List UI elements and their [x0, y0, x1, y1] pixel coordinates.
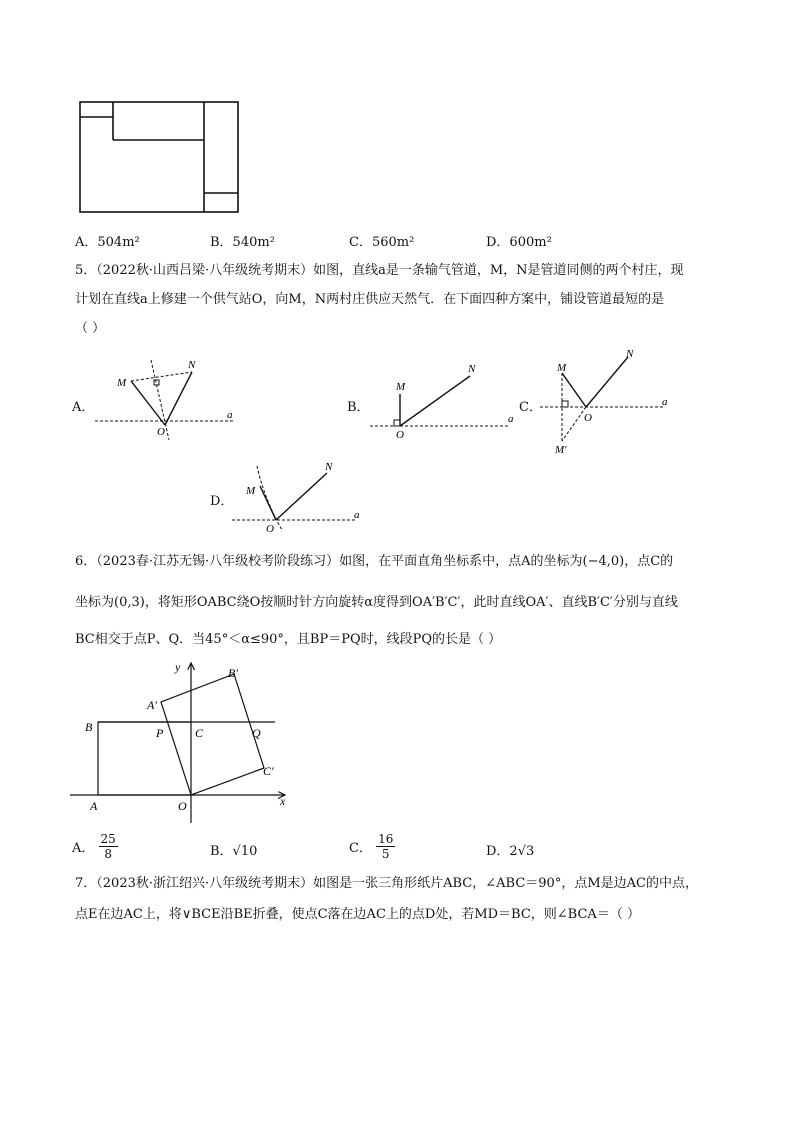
q5-option-b[interactable]: B． [347, 400, 370, 415]
q4-option-d[interactable]: D．600m² [486, 235, 552, 250]
q5-figure-c [540, 345, 680, 460]
q4-option-b[interactable]: B．540m² [210, 235, 275, 250]
label-y: y [175, 660, 181, 674]
fraction [376, 832, 395, 861]
label-q: Q [252, 726, 261, 740]
q5-figure-b [370, 358, 520, 443]
q6-option-c[interactable] [349, 832, 395, 861]
q6-text-line: 6．（2023春·江苏无锡·八年级校考阶段练习）如图，在平面直角坐标系中，点A的坐标为(−4,0)，点C的 [75, 554, 674, 569]
denominator: 5 [381, 847, 390, 861]
q5-figure-d [232, 458, 372, 536]
label-c-prime: C′ [263, 764, 274, 778]
label-m: M [396, 381, 406, 393]
q7-text-line: 7．（2023秋·浙江绍兴·八年级统考期末）如图是一张三角形纸片ABC，∠ABC＝90°，点M是边AC的中点， [75, 876, 698, 891]
label-n: N [188, 359, 196, 371]
label-a: a [227, 409, 233, 421]
q6-option-a[interactable] [72, 832, 118, 861]
label-n: N [626, 348, 634, 360]
denominator: 8 [104, 847, 112, 861]
option-letter: A． [72, 841, 95, 856]
q5-text-line: 计划在直线a上修建一个供气站O，向M，N两村庄供应天然气．在下面四种方案中，铺设管道最短的是 [75, 292, 665, 307]
label-o: O [266, 523, 274, 535]
label-n: N [468, 363, 476, 375]
label-a: a [354, 509, 360, 521]
label-b-prime: B′ [228, 666, 238, 680]
q7-text-line: 点E在边AC上，将∨BCE沿BE折叠，使点C落在边AC上的点D处，若MD＝BC，则∠BCA＝（ ） [75, 907, 640, 922]
label-p: P [156, 726, 164, 740]
q6-option-b[interactable]: B．√10 [210, 844, 258, 859]
label-m: M [117, 377, 127, 389]
q6-text-line: 坐标为(0,3)，将矩形OABC绕O按顺时针方向旋转α度得到OA′B′C′，此时直线OA′、直线B′C′分别与直线 [75, 595, 678, 610]
numerator: 16 [378, 832, 394, 846]
q5-figure-a [95, 350, 245, 440]
label-m: M [246, 485, 256, 497]
q4-rectangle-figure [78, 100, 242, 216]
option-letter: C． [349, 841, 372, 856]
q5-option-c[interactable]: C． [519, 400, 542, 415]
q4-option-a[interactable]: A．504m² [75, 235, 140, 250]
fraction [99, 832, 118, 861]
label-c: C [195, 726, 204, 740]
q5-option-d[interactable]: D． [210, 494, 234, 509]
label-o: O [584, 412, 592, 424]
q6-option-d[interactable]: D．2√3 [486, 844, 535, 859]
label-m-prime: M′ [555, 444, 567, 456]
rectangle-oabc-rotated [161, 674, 264, 795]
outer-rectangle [80, 102, 238, 212]
numerator: 25 [100, 832, 116, 846]
q5-text-line: 5．（2022秋·山西吕梁·八年级统考期末）如图，直线a是一条输气管道，M，N是管道同侧的两个村庄，现 [75, 263, 684, 278]
label-a-prime: A′ [147, 698, 157, 712]
label-o: O [396, 429, 404, 441]
q5-text-line: （ ） [75, 321, 106, 336]
label-o: O [157, 426, 165, 438]
label-x: x [280, 794, 286, 808]
q5-option-a[interactable]: A． [72, 400, 95, 415]
q6-text-line: BC相交于点P、Q．当45°＜α≤90°，且BP＝PQ时，线段PQ的长是（ ） [75, 632, 502, 647]
label-o: O [178, 799, 187, 813]
rectangle-oabc [98, 722, 191, 795]
label-m: M [557, 362, 567, 374]
q4-option-c[interactable]: C．560m² [349, 235, 415, 250]
label-a: A [90, 799, 98, 813]
q6-coordinate-figure [70, 655, 300, 835]
label-b: B [85, 720, 93, 734]
label-a: a [662, 396, 668, 408]
label-n: N [325, 461, 333, 473]
label-a: a [508, 413, 514, 425]
